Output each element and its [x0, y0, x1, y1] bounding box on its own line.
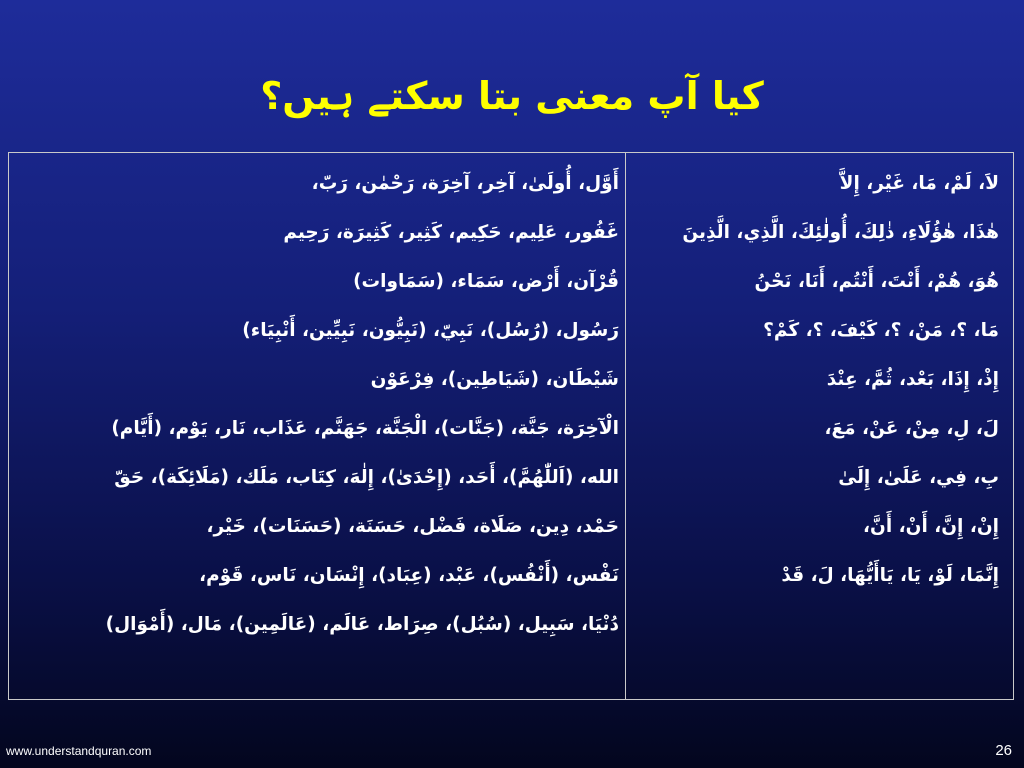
left-row: أَوَّل، أُولَىٰ، آخِر، آخِرَة، رَحْمٰن، رَبّ، [311, 173, 619, 194]
left-row: غَفُور، عَلِيم، حَكِيم، كَثِير، كَثِيرَة، رَحِيم [283, 222, 619, 243]
slide-title: کیا آپ معنی بتا سکتے ہیں؟ [260, 74, 764, 118]
right-row: مَا، ؟، مَنْ، ؟، كَيْفَ، ؟، كَمْ؟ [763, 320, 999, 341]
footer-website-link[interactable]: www.understandquran.com [6, 744, 152, 758]
left-row: شَيْطَان، (شَيَاطِين)، فِرْعَوْن [370, 369, 619, 390]
right-row: هٰذَا، هٰؤُلَاءِ، ذٰلِكَ، أُولٰئِكَ، الَّذِي، الَّذِينَ [682, 222, 999, 243]
left-row: نَفْس، (أَنْفُس)، عَبْد، (عِبَاد)، إِنْسَان، نَاس، قَوْم، [199, 565, 619, 586]
right-row: إِنَّمَا، لَوْ، يَا، يَاأَيُّهَا، لَ، قَدْ [781, 565, 999, 586]
right-column [625, 153, 1013, 699]
vocabulary-table [8, 152, 1014, 700]
right-row: هُوَ، هُمْ، أَنْتَ، أَنْتُم، أَنَا، نَحْنُ [754, 271, 999, 292]
right-row: إِذْ، إِذَا، بَعْد، ثُمَّ، عِنْدَ [826, 369, 999, 390]
left-row: الله، (اَللّٰهُمَّ)، أَحَد، (إِحْدَىٰ)، إِلٰهَ، كِتَاب، مَلَك، (مَلَائِكَة)، حَقّ [114, 467, 619, 488]
page-number: 26 [995, 742, 1012, 759]
left-row: حَمْد، دِين، صَلَاة، فَضْل، حَسَنَة، (حَسَنَات)، خَيْر، [206, 516, 619, 537]
right-row: إِنْ، إِنَّ، أَنْ، أَنَّ، [863, 516, 999, 537]
left-row: دُنْيَا، سَبِيل، (سُبُل)، صِرَاط، عَالَم، (عَالَمِين)، مَال، (أَمْوَال) [105, 614, 619, 635]
left-row: الْآخِرَة، جَنَّة، (جَنَّات)، الْجَنَّة، جَهَنَّم، عَذَاب، نَار، يَوْم، (أَيَّام) [111, 418, 619, 439]
left-column [9, 153, 625, 699]
left-row: قُرْآن، أَرْض، سَمَاء، (سَمَاوات) [353, 271, 619, 292]
right-row: لاَ، لَمْ، مَا، غَيْر، إِلاَّ [839, 173, 999, 194]
right-row: بِ، فِي، عَلَىٰ، إِلَىٰ [838, 467, 999, 488]
right-row: لَ، لِ، مِنْ، عَنْ، مَعَ، [824, 418, 999, 439]
left-row: رَسُول، (رُسُل)، نَبِيّ، (نَبِيُّون، نَبِيِّين، أَنْبِيَاء) [242, 320, 619, 341]
